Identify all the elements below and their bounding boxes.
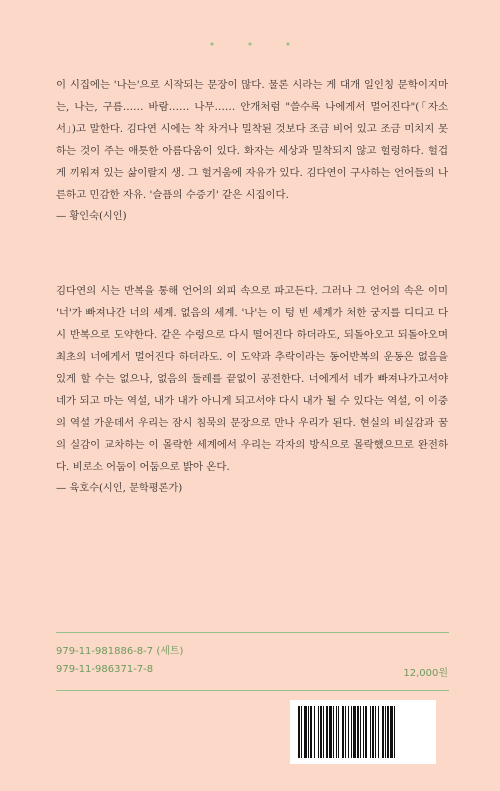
barcode-image bbox=[298, 706, 428, 758]
divider-top bbox=[56, 632, 449, 633]
blurb-yuk-text: 김다연의 시는 반복을 통해 언어의 외피 속으로 파고든다. 그러나 그 언어의 속은 이미 '너'가 빠져나간 너의 세계. 없음의 세계. '나'는 이 텅 빈 세계가 처한 궁지를 디디고 다시 반복으로 도약한다. 같은 수렁으로 다시 떨어진다 하더라도, 되돌아오고 되돌아오며 최초의 너에게서 멀어진다 하더라도. 이 도약과 추락이라는 동어반복의 운동은 없음을 있게 할 수는 없으나, 없음의 둘레를 끝없이 공전한다. 너에게서 네가 빠져나가고서야 네가 되고 마는 역설, 내가 내가 아니게 되고서야 다시 내가 될 수 있다는 역설, 이 이중의 역설 가운데서 우리는 잠시 침묵의 문장으로 만나 우리가 된다. 현실의 비실감과 꿈의 실감이 교차하는 이 몰락한 세계에서 우리는 각자의 방식으로 몰락했으므로 완전하다. 비로소 어둠이 어둠으로 밝아 온다. bbox=[56, 285, 448, 473]
isbn-set: 979-11-981886-8-7 (세트) bbox=[56, 646, 184, 657]
blurb-hwang bbox=[56, 74, 448, 228]
divider-bottom bbox=[56, 690, 449, 691]
price: 12,000원 bbox=[403, 668, 448, 679]
isbn-book: 979-11-986371-7-8 bbox=[56, 664, 154, 675]
blurb-yuk-attribution: — 육호수(시인, 문학평론가) bbox=[56, 483, 183, 494]
blurb-hwang-text: 이 시집에는 '나는'으로 시작되는 문장이 많다. 물론 시라는 게 대개 일인칭 문학이지마는, 나는, 구름…… 바람…… 나무…… 안개처럼 "쓸수록 나에게서 멀어진다"(「자소서」)고 말한다. 김다연 시에는 착 차거나 밀착된 것보다 조금 비어 있고 조금 미치지 못하는 것이 주는 애틋한 아름다움이 있다. 화자는 세상과 밀착되지 않고 헐렁하다. 헐겁게 끼워져 있는 삶이랄지 생. 그 헐거움에 자유가 있다. 김다연이 구사하는 언어들의 나른하고 민감한 자유. '슬픔의 수증기' 같은 시집이다. bbox=[56, 79, 448, 201]
barcode-panel bbox=[290, 700, 436, 764]
ornament-dots: • • • bbox=[208, 38, 306, 51]
blurb-hwang-attribution: — 황인숙(시인) bbox=[56, 211, 127, 222]
blurb-yuk bbox=[56, 280, 448, 500]
